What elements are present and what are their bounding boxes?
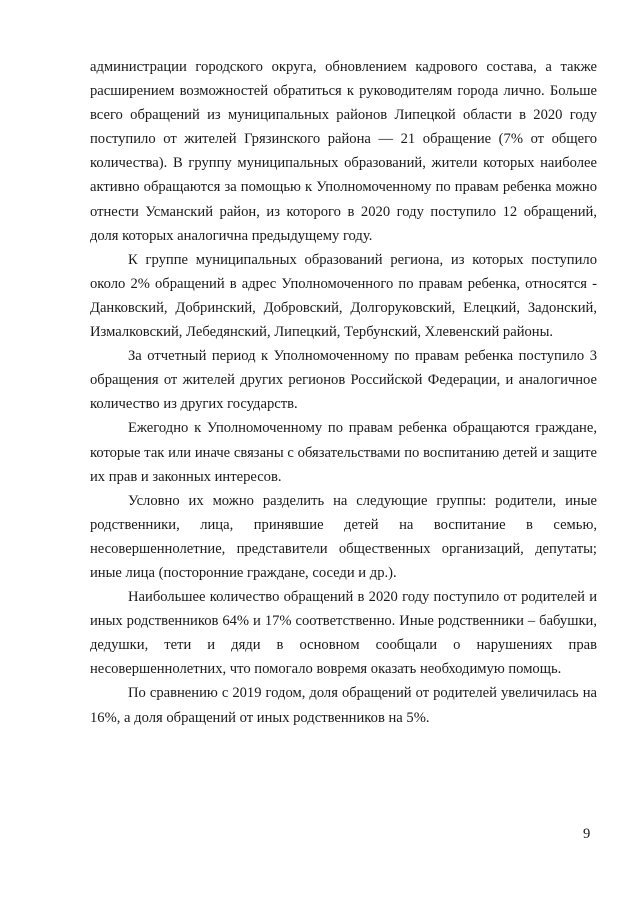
paragraph: По сравнению с 2019 годом, доля обращений от родителей увеличилась на 16%, а доля обращений от иных родственников на 5%. xyxy=(90,685,597,726)
paragraph: К группе муниципальных образований региона, из которых поступило около 2% обращений в адрес Уполномоченного по правам ребенка, относятся - Данковский, Добринский, Добровский, Долгоруковский, Елецкий, Задонский, Измалковский, Лебедянский, Липецкий, Тербунский, Хлевенский районы. xyxy=(90,251,597,341)
paragraph: Условно их можно разделить на следующие группы: родители, иные родственники, лица, принявшие детей на воспитание в семью, несовершеннолетние, представители общественных организаций, депутаты; иные лица (посторонние граждане, соседи и др.). xyxy=(90,492,597,581)
paragraph: Наибольшее количество обращений в 2020 году поступило от родителей и иных родственников 64% и 17% соответственно. Иные родственники – бабушки, дедушки, тети и дяди в основном сообщали о нарушениях прав несовершеннолетних, что помогало вовремя оказать необходимую помощь. xyxy=(90,589,597,678)
paragraph: За отчетный период к Уполномоченному по правам ребенка поступило 3 обращения от жителей других регионов Российской Федерации, и аналогичное количество из других государств. xyxy=(90,348,597,413)
paragraph: администрации городского округа, обновлением кадрового состава, а также расширением возможностей обратиться к руководителям города лично. Больше всего обращений из муниципальных районов Липецкой области в 2020 году поступило от жителей Грязинского района — 21 обращение (7% от общего количества). В группу муниципальных образований, жители которых наиболее активно обращаются за помощью к Уполномоченному по правам ребенка можно отнести Усманский район, из которого в 2020 году поступило 12 обращений, доля которых аналогична предыдущему году. xyxy=(90,59,597,244)
body-text xyxy=(90,55,597,730)
page-number: 9 xyxy=(583,826,591,842)
paragraph: Ежегодно к Уполномоченному по правам ребенка обращаются граждане, которые так или иначе связаны с обязательствами по воспитанию детей и защите их прав и законных интересов. xyxy=(90,420,597,485)
